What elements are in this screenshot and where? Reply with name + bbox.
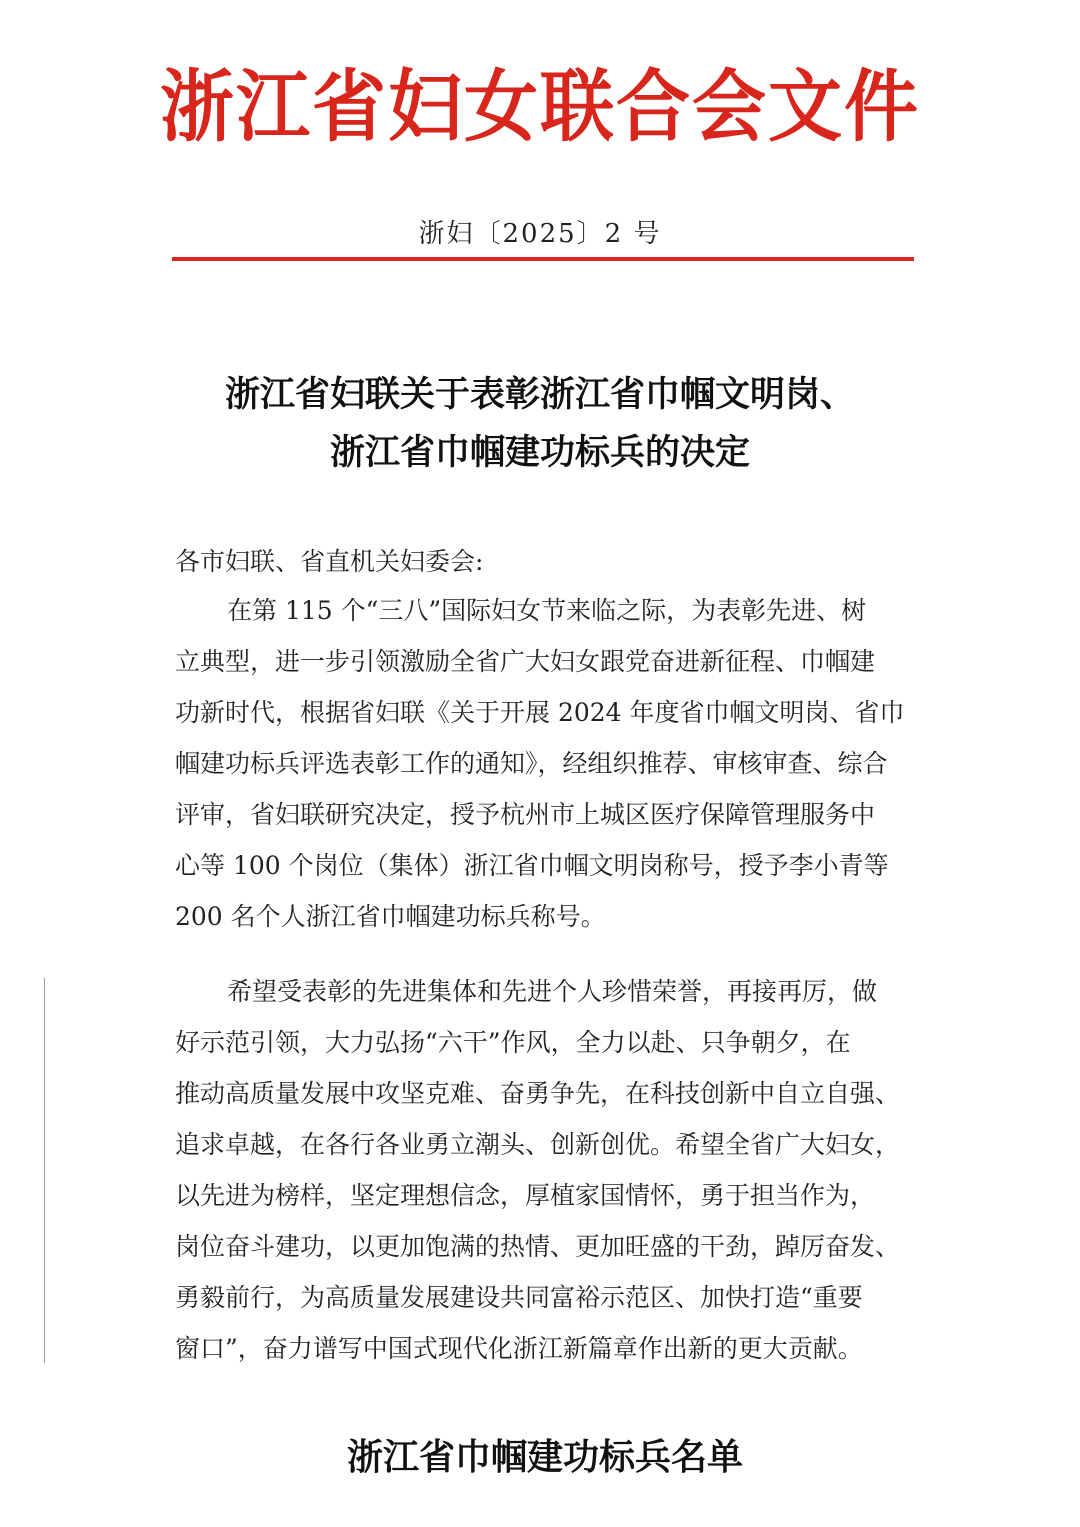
decision-title bbox=[150, 366, 930, 482]
paragraph-line: 窗口”，奋力谱写中国式现代化浙江新篇章作出新的更大贡献。 bbox=[175, 1334, 863, 1363]
honoree-list-title: 浙江省巾帼建功标兵名单 bbox=[346, 1436, 743, 1478]
paragraph-line: 帼建功标兵评选表彰工作的通知》，经组织推荐、审核审查、综合 bbox=[175, 749, 888, 778]
paragraph-line: 岗位奋斗建功，以更加饱满的热情、更加旺盛的干劲，踔厉奋发、 bbox=[175, 1232, 901, 1261]
paragraph-line: 功新时代，根据省妇联《关于开展 2024 年度省巾帼文明岗、省巾 bbox=[175, 698, 905, 727]
paragraph-line: 立典型，进一步引领激励全省广大妇女跟党奋进新征程、巾帼建 bbox=[175, 647, 876, 676]
document-number: 浙妇〔2025〕2 号 bbox=[418, 219, 662, 249]
paragraph-line: 心等 100 个岗位（集体）浙江省巾帼文明岗称号，授予李小青等 bbox=[175, 851, 889, 880]
red-divider-line bbox=[172, 257, 914, 261]
paragraph-line: 追求卓越，在各行各业勇立潮头、创新创优。希望全省广大妇女， bbox=[175, 1130, 901, 1159]
paragraph-line: 好示范引领，大力弘扬“六干”作风，全力以赴、只争朝夕，在 bbox=[175, 1028, 851, 1057]
paragraph-line: 推动高质量发展中攻坚克难、奋勇争先，在科技创新中自立自强、 bbox=[175, 1079, 901, 1108]
masthead-title: 浙江省妇女联合会文件 bbox=[160, 61, 920, 153]
paragraph-line: 200 名个人浙江省巾帼建功标兵称号。 bbox=[175, 902, 606, 931]
decision-title-line: 浙江省妇联关于表彰浙江省巾帼文明岗、 bbox=[224, 374, 855, 415]
paragraph-1 bbox=[175, 585, 915, 942]
paragraph-2 bbox=[175, 966, 915, 1374]
paragraph-line: 勇毅前行，为高质量发展建设共同富裕示范区、加快打造“重要 bbox=[175, 1283, 863, 1312]
paragraph-line: 以先进为榜样，坚定理想信念，厚植家国情怀，勇于担当作为， bbox=[175, 1181, 876, 1210]
paragraph-line: 在第 115 个“三八”国际妇女节来临之际，为表彰先进、树 bbox=[227, 596, 867, 625]
paragraph-line: 评审，省妇联研究决定，授予杭州市上城区医疗保障管理服务中 bbox=[175, 800, 876, 829]
paragraph-line: 希望受表彰的先进集体和先进个人珍惜荣誉，再接再厉，做 bbox=[227, 977, 878, 1006]
scan-margin-line bbox=[44, 978, 45, 1363]
addressee: 各市妇联、省直机关妇委会: bbox=[175, 547, 484, 576]
decision-title-line: 浙江省巾帼建功标兵的决定 bbox=[329, 432, 750, 473]
